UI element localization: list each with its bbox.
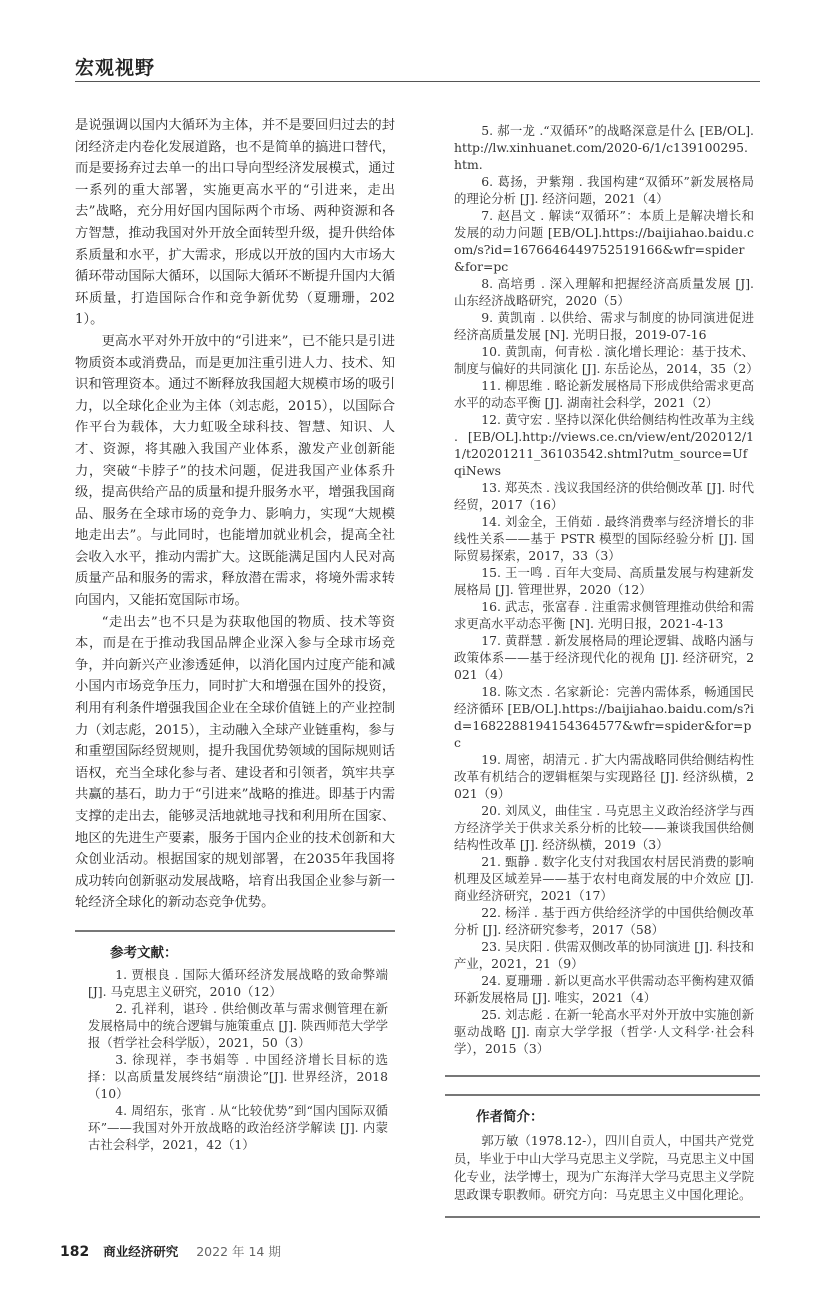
- reference-item: 5. 郝一龙 .“双循环”的战略深意是什么 [EB/OL]. http://lw.xinhuanet.com/2020-6/1/c139100295.htm.: [454, 123, 754, 172]
- issue-label: 2022 年 14 期: [196, 1244, 281, 1259]
- right-column: [445, 115, 760, 1218]
- article-body: [75, 115, 395, 914]
- paragraph: 更高水平对外开放中的“引进来”，已不能只是引进物质资本或消费品，而是更加注重引进人力、技术、知识和管理资本。通过不断释放我国超大规模市场的吸引力，以全球化企业为主体（刘志彪，2015），以国际合作平台为载体，大力虹吸全球科技、智慧、知识、人才、资源，将其融入我国产业体系，激发产业创新能力，突破“卡脖子”的技术问题，促进我国产业体系升级，提高供给产品的质量和提升服务水平，增强我国商品、服务在全球市场的竞争力、影响力，实现“大规模地走出去”。与此同时，也能增加就业机会，提高全社会收入水平，推动内需扩大。这既能满足国内人民对高质量产品和服务的需求，释放潜在需求，将境外需求转向国内，又能拓宽国际市场。: [75, 333, 395, 609]
- author-divider: [445, 1094, 760, 1096]
- paragraph: 是说强调以国内大循环为主体，并不是要回归过去的封闭经济走内卷化发展道路，也不是简单的搞进口替代，而是要扬弃过去单一的出口导向型经济发展模式，通过一系列的重大部署，实施更高水平的“引进来，走出去”战略，充分用好国内国际两个市场、两种资源和各方智慧，推动我国对外开放全面转型升级，提升供给体系质量和水平，扩大需求，形成以开放的国内大市场大循环带动国际大循环，以国际大循环不断提升国内大循环质量，打造国际合作和竞争新优势（夏珊珊，2021）。: [75, 118, 395, 328]
- reference-item: 25. 刘志彪 . 在新一轮高水平对外开放中实施创新驱动战略 [J]. 南京大学学报（哲学·人文科学·社会科学），2015（3）: [454, 1007, 754, 1056]
- author-end-divider: [445, 1216, 760, 1218]
- reference-item: 3. 徐现祥，李书娟等 . 中国经济增长目标的选择：以高质量发展终结“崩溃论”[J]. 世界经济，2018（10）: [88, 1051, 388, 1101]
- references-end-divider: [445, 1075, 760, 1077]
- page-footer: [60, 1244, 760, 1260]
- left-column: [75, 115, 395, 1153]
- references-list-right: [454, 122, 759, 1057]
- reference-item: 9. 黄凯南 . 以供给、需求与制度的协同演进促进经济高质量发展 [N]. 光明日报，2019-07-16: [454, 310, 754, 342]
- reference-item: 13. 郑英杰 . 浅议我国经济的供给侧改革 [J]. 时代经贸，2017（16）: [454, 480, 754, 512]
- reference-item: 24. 夏珊珊 . 新以更高水平供需动态平衡构建双循环新发展格局 [J]. 唯实，2021（4）: [454, 973, 754, 1005]
- reference-item: 12. 黄守宏 . 坚持以深化供给侧结构性改革为主线 . [EB/OL].http://views.ce.cn/view/ent/202012/11/t20201211_36103542.shtml?utm_source=UfqiNews: [454, 412, 754, 478]
- author-bio-text: 郭万敏（1978.12-），四川自贡人，中国共产党党员，毕业于中山大学马克思主义学院，马克思主义中国化专业，法学博士，现为广东海洋大学马克思主义学院思政课专职教师。研究方向：马克思主义中国化理论。: [454, 1133, 754, 1202]
- paragraph: “走出去”也不只是为获取他国的物质、技术等资本，而是在于推动我国品牌企业深入参与全球市场竞争，并向新兴产业渗透延伸，以消化国内过度产能和减小国内市场竞争压力，同时扩大和增强在国外的投资，利用有利条件增强我国企业在全球价值链上的产业控制力（刘志彪，2015），主动融入全球产业链重构，参与和重塑国际经贸规则，提升我国优势领域的国际规则话语权，充当全球化参与者、建设者和引领者，筑牢共享共赢的基石，助力于“引进来”战略的推进。即基于内需支撑的走出去，能够灵活地就地寻找和利用所在国家、地区的先进生产要素，服务于国内企业的技术创新和大众创业活动。根据国家的规划部署，在2035年我国将成功转向创新驱动发展战略，培育出我国企业参与新一轮经济全球化的新动态竞争优势。: [75, 614, 395, 911]
- reference-item: 4. 周绍东，张宵 . 从“比较优势”到“国内国际双循环”——我国对外开放战略的政治经济学解读 [J]. 内蒙古社会科学，2021，42（1）: [88, 1102, 388, 1152]
- reference-item: 6. 葛扬，尹紫翔 . 我国构建“双循环”新发展格局的理论分析 [J]. 经济问题，2021（4）: [454, 174, 754, 206]
- reference-item: 19. 周密，胡清元 . 扩大内需战略同供给侧结构性改革有机结合的逻辑框架与实现路径 [J]. 经济纵横，2021（9）: [454, 752, 754, 801]
- author-bio: [454, 1132, 754, 1204]
- reference-item: 8. 高培勇 . 深入理解和把握经济高质量发展 [J]. 山东经济战略研究，2020（5）: [454, 276, 754, 308]
- header-divider: [75, 81, 760, 82]
- reference-item: 15. 王一鸣 . 百年大变局、高质量发展与构建新发展格局 [J]. 管理世界，2020（12）: [454, 565, 754, 597]
- reference-item: 16. 武志，张富春 . 注重需求侧管理推动供给和需求更高水平动态平衡 [N]. 光明日报，2021-4-13: [454, 599, 754, 631]
- references-heading: 参考文献：: [110, 944, 178, 961]
- section-title: 宏观视野: [75, 57, 156, 79]
- reference-item: 21. 甄静 . 数字化支付对我国农村居民消费的影响机理及区域差异——基于农村电商发展的中介效应 [J]. 商业经济研究，2021（17）: [454, 854, 754, 903]
- reference-item: 22. 杨洋 . 基于西方供给经济学的中国供给侧改革分析 [J]. 经济研究参考，2017（58）: [454, 905, 754, 937]
- columns: [75, 115, 760, 1218]
- reference-item: 10. 黄凯南，何青松 . 演化增长理论：基于技术、制度与偏好的共同演化 [J]. 东岳论丛，2014，35（2）: [454, 344, 759, 376]
- author-heading: 作者简介：: [476, 1109, 544, 1125]
- reference-item: 17. 黄群慧 . 新发展格局的理论逻辑、战略内涵与政策体系——基于经济现代化的视角 [J]. 经济研究，2021（4）: [454, 633, 754, 682]
- reference-item: 14. 刘金全，王俏茹 . 最终消费率与经济增长的非线性关系——基于 PSTR 模型的国际经验分析 [J]. 国际贸易探索，2017，33（3）: [454, 514, 754, 563]
- reference-item: 20. 刘凤义，曲佳宝 . 马克思主义政治经济学与西方经济学关于供求关系分析的比较——兼谈我国供给侧结构性改革 [J]. 经济纵横，2019（3）: [454, 803, 754, 852]
- reference-item: 2. 孔祥利，谌玲 . 供给侧改革与需求侧管理在新发展格局中的统合逻辑与施策重点 [J]. 陕西师范大学学报（哲学社会科学版），2021，50（3）: [88, 1000, 388, 1050]
- reference-item: 7. 赵昌文 . 解读“双循环”：本质上是解决增长和发展的动力问题 [EB/OL].https://baijiahao.baidu.com/s?id=1676646449752519166&wfr=spider&for=pc: [454, 208, 754, 274]
- references-list-left: [88, 966, 388, 1153]
- reference-item: 11. 柳思维 . 略论新发展格局下形成供给需求更高水平的动态平衡 [J]. 湖南社会科学，2021（2）: [454, 378, 754, 410]
- references-divider: [75, 930, 395, 932]
- journal-name: 商业经济研究: [103, 1244, 179, 1259]
- page-number: 182: [60, 1244, 90, 1260]
- reference-item: 18. 陈文杰 . 名家新论：完善内需体系，畅通国民经济循环 [EB/OL].https://baijiahao.baidu.com/s?id=1682288194154364577&wfr=spider&for=pc: [454, 684, 755, 750]
- reference-item: 1. 贾根良 . 国际大循环经济发展战略的致命弊端 [J]. 马克思主义研究，2010（12）: [88, 966, 388, 999]
- reference-item: 23. 吴庆阳 . 供需双侧改革的协同演进 [J]. 科技和产业，2021，21（9）: [454, 939, 754, 971]
